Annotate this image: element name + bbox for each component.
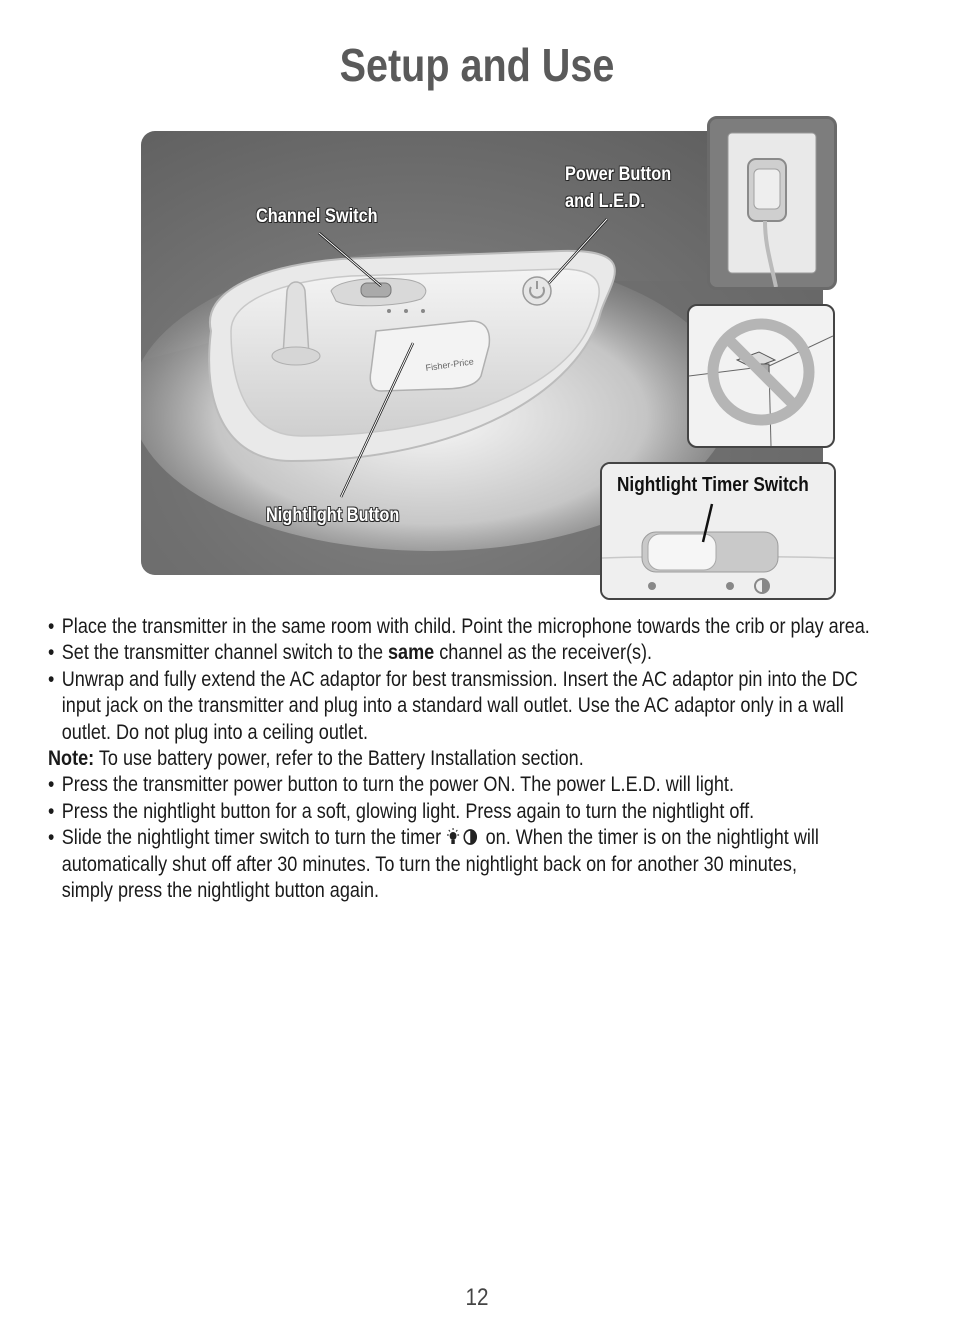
- no-ceiling-outlet-inset: [687, 304, 835, 448]
- list-item-continuation: outlet. Do not plug into a ceiling outlet.: [61, 720, 368, 744]
- note-label: Note:: [48, 747, 95, 771]
- page-title: Setup and Use: [339, 39, 615, 91]
- page-number: 12: [465, 1284, 489, 1311]
- timer-icon: [464, 830, 476, 844]
- list-item-continuation: simply press the nightlight button again.: [61, 879, 380, 903]
- list-item: • Set the transmitter channel switch to the same channel as the receiver(s).: [48, 641, 653, 665]
- list-item: • Press the transmitter power button to turn the power ON. The power L.E.D. will light.: [48, 773, 734, 797]
- list-item-continuation: input jack on the transmitter and plug into a standard wall outlet. Use the AC adaptor only in a wall: [61, 694, 844, 718]
- list-item: • Press the nightlight button for a soft, glowing light. Press again to turn the nightlight off.: [48, 799, 755, 823]
- nightlight-timer-icon: [446, 827, 480, 847]
- channel-switch-label: Channel Switch: [256, 206, 378, 227]
- wall-outlet-inset: [707, 116, 837, 290]
- instructions: [48, 614, 918, 904]
- list-item: • Place the transmitter in the same room with child. Point the microphone towards the crib or play area.: [48, 615, 870, 638]
- power-button-label-line2: and L.E.D.: [565, 191, 645, 212]
- nightlight-icon: [447, 828, 459, 844]
- list-item: • Unwrap and fully extend the AC adaptor for best transmission. Insert the AC adaptor pin into the DC: [48, 667, 858, 691]
- no-ceiling-outlet-icon: [689, 306, 833, 446]
- fisher-price-logo: Fisher-Price: [424, 356, 475, 373]
- emphasis-same: same: [388, 641, 435, 665]
- wall-outlet-icon: [710, 119, 834, 287]
- list-item: • Slide the nightlight timer switch to turn the timer on. When the timer is on the nightlight will: [48, 826, 819, 850]
- list-item-continuation: automatically shut off after 30 minutes. To turn the nightlight back on for another 30 minutes,: [61, 852, 797, 876]
- note: Note: To use battery power, refer to the Battery Installation section.: [48, 747, 584, 771]
- nightlight-timer-switch-label: Nightlight Timer Switch: [617, 474, 809, 496]
- nightlight-button-label: Nightlight Button: [266, 505, 400, 526]
- power-button-label-line1: Power Button: [565, 164, 672, 185]
